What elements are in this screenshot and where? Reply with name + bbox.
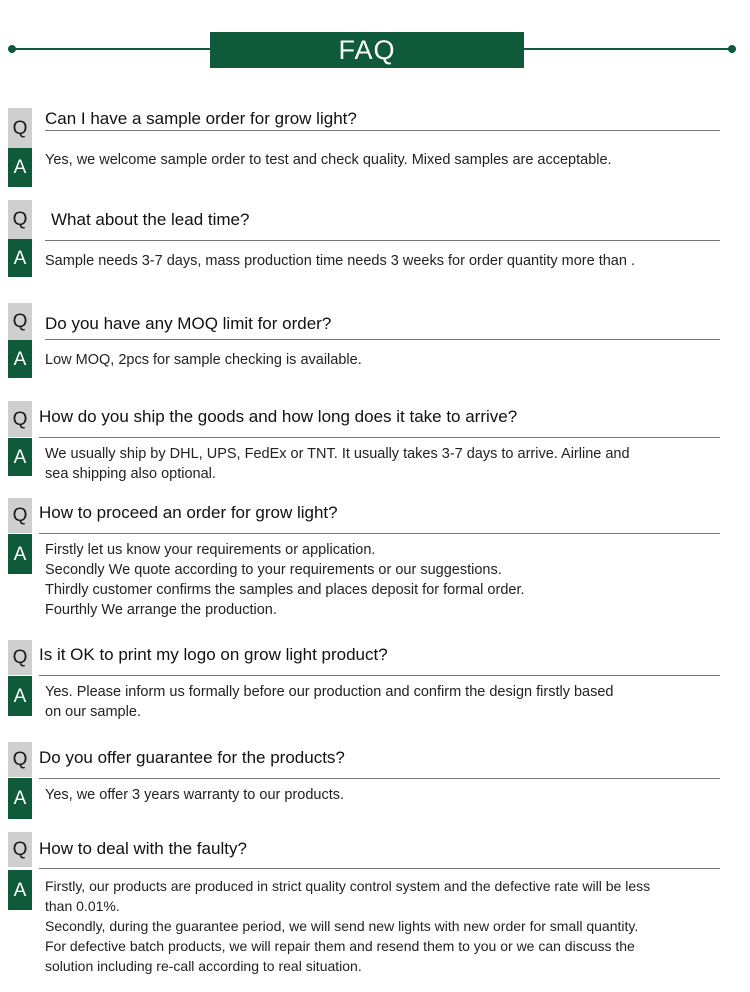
question-divider (45, 339, 720, 340)
question-divider (39, 533, 720, 534)
answer-text: Sample needs 3-7 days, mass production time needs 3 weeks for order quantity more than . (45, 253, 635, 269)
answer-badge: A (8, 239, 32, 277)
question-text: How do you ship the goods and how long does it take to arrive? (39, 407, 518, 426)
question-badge: Q (8, 200, 32, 239)
page-title: FAQ (210, 32, 524, 68)
question-text: How to deal with the faulty? (39, 839, 247, 858)
question-divider (39, 868, 720, 869)
question-text: How to proceed an order for grow light? (39, 503, 338, 522)
question-badge: Q (8, 498, 32, 533)
answer-text: Yes, we welcome sample order to test and check quality. Mixed samples are acceptable. (45, 152, 612, 168)
answer-badge: A (8, 148, 32, 187)
question-badge: Q (8, 640, 32, 675)
question-text: Can I have a sample order for grow light? (45, 109, 357, 128)
question-text: Do you have any MOQ limit for order? (45, 314, 332, 333)
question-badge: Q (8, 832, 32, 867)
question-divider (45, 240, 720, 241)
answer-badge: A (8, 778, 32, 819)
question-badge: Q (8, 303, 32, 340)
answer-badge: A (8, 870, 32, 910)
answer-badge: A (8, 676, 32, 716)
question-text: What about the lead time? (51, 210, 250, 229)
question-divider (39, 778, 720, 779)
answer-text: Firstly, our products are produced in strict quality control system and the defective rate will be less than 0.01%. Secondly, during the guarantee period, we will send new lights with new order for small quantity. For defective batch products, we will repair them and resend them to you or we can discuss the solution including re-call according to real situation. (45, 878, 651, 974)
question-badge: Q (8, 401, 32, 437)
question-badge: Q (8, 742, 32, 777)
answer-badge: A (8, 340, 32, 378)
answer-badge: A (8, 438, 32, 476)
question-text: Do you offer guarantee for the products? (39, 748, 345, 767)
answer-text: Yes. Please inform us formally before our production and confirm the design firstly based on our sample. (45, 684, 614, 720)
question-badge: Q (8, 108, 32, 148)
question-divider (39, 675, 720, 676)
answer-text: We usually ship by DHL, UPS, FedEx or TNT. It usually takes 3-7 days to arrive. Airline and sea shipping also optional. (45, 446, 630, 482)
answer-text: Yes, we offer 3 years warranty to our products. (45, 787, 345, 803)
answer-badge: A (8, 534, 32, 574)
question-text: Is it OK to print my logo on grow light product? (39, 645, 388, 664)
question-divider (45, 130, 720, 131)
question-divider (39, 437, 720, 438)
header-left-line (12, 48, 210, 50)
answer-text: Low MOQ, 2pcs for sample checking is available. (45, 352, 362, 368)
answer-text: Firstly let us know your requirements or application. Secondly We quote according to your requirements or our suggestions. Thirdly customer confirms the samples and places deposit for formal order. Fourthly We arrange the production. (45, 542, 525, 618)
header-right-line (524, 48, 732, 50)
header-right-dot (728, 45, 736, 53)
